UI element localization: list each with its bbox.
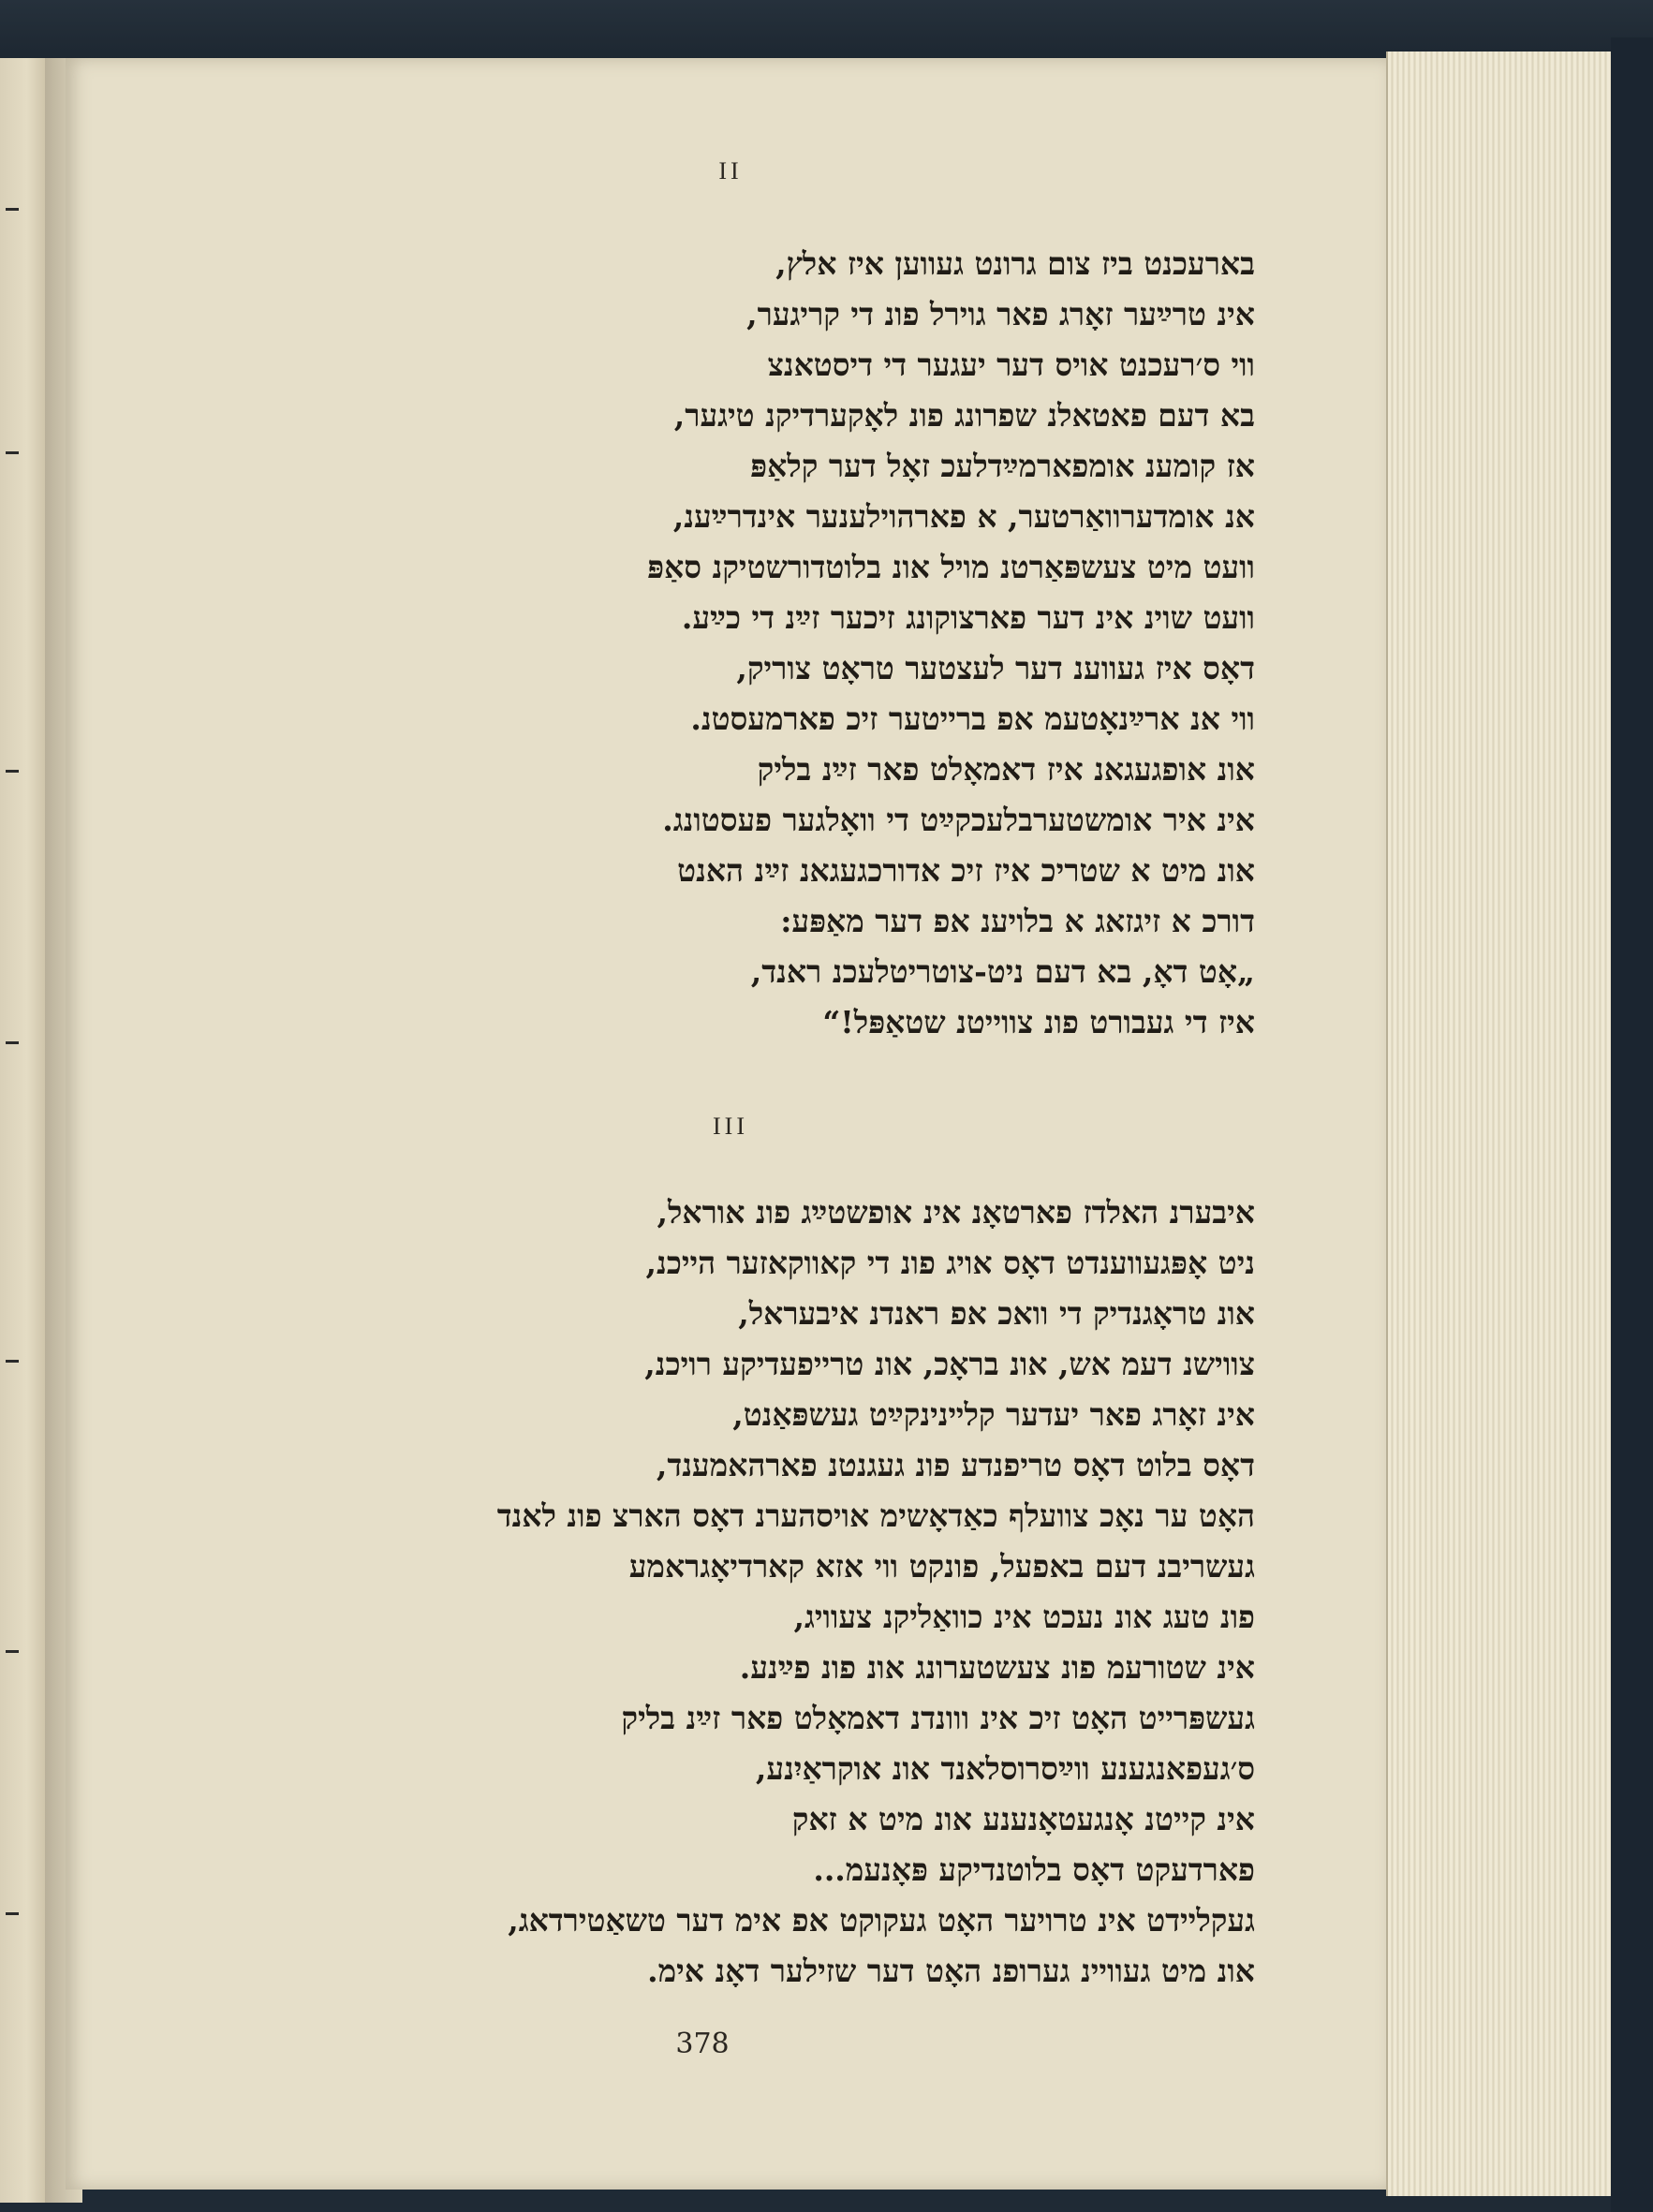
stanza-section-2: [300, 239, 1255, 1048]
poem-line: געקליידט אינ טרויער האָט געקוקט אפ אימ דער טשאַטירדאג,: [508, 1902, 1255, 1939]
page-number: 378: [675, 2028, 730, 2060]
book-cover-right: [1611, 37, 1653, 2212]
poem-line: געשפּרייט האָט זיכ אינ ווונדנ דאמאָלט פאר זײַנ בליק: [621, 1700, 1255, 1736]
poem-line: דורכ א זיגזאג א בלויענ אפ דער מאַפּע:: [780, 903, 1255, 939]
poem-line: אינ זאָרג פאר יעדער קלײנינקײַט געשפּאַנט,: [732, 1396, 1255, 1433]
poem-line: אונ מיט געוויינ גערופנ האָט דער שזילער דאָנ אימ.: [647, 1953, 1255, 1989]
left-page-text-fragment: [6, 1360, 19, 1363]
poem-line: אינ קייטנ אָנגעטאָנענע אונ מיט א זאק: [791, 1801, 1255, 1837]
poem-line: פארדעקט דאָס בלוטנדיקע פּאָנעמ...: [813, 1851, 1255, 1888]
poem-line: בארעכנט ביז צום גרונט געווען איז אלץ,: [775, 245, 1255, 282]
poem-line: „אָט דאָ, בא דעם ניט-צוטריטלעכנ ראנד,: [750, 953, 1255, 990]
section-heading-2: II: [718, 157, 743, 184]
poem-line: צווישנ דעמ אש, אונ בראָכ, אונ טרייפעדיקע רויכנ,: [644, 1346, 1255, 1382]
poem-line: אונ מיט א שטריכ איז זיכ אדורכגעגאנ זײַנ האנט: [677, 852, 1255, 889]
poem-line: בא דעם פאטאלנ שפרונג פונ לאָקערדיקנ טיגער,: [673, 397, 1255, 434]
left-page-text-fragment: [6, 1912, 19, 1915]
poem-line: ס׳געפאנגענע ווײַסרוסלאנד אונ אוקראַיִנע,: [755, 1750, 1255, 1787]
poem-line: וועט שוינ אינ דער פארצוקונג זיכער זײַנ די כײַע.: [681, 599, 1255, 636]
left-page-text-fragment: [6, 1041, 19, 1044]
poem-line: אונ טראָגנדיק די וואכ אפ ראנדנ איבעראל,: [738, 1295, 1255, 1332]
left-page-text-fragment: [6, 208, 19, 211]
poem-line: ניט אָפּגעווענדט דאָס אויג פונ די קאווקאזער הייכנ,: [645, 1245, 1255, 1281]
poem-line: איבערנ האלדז פארטאָנ אינ אופשטײַג פונ אוראל,: [657, 1194, 1255, 1231]
poem-line: דאָס איז געווענ דער לעצטער טראָט צוריק,: [736, 650, 1255, 686]
poem-line: אינ איר אומשטערבלעכקײַט די וואָלגער פעסטונג.: [662, 802, 1255, 838]
poem-line: אנ אומדערוואַרטער, א פארהוילענער אינדרײַענ,: [672, 498, 1255, 535]
left-page-text-fragment: [6, 770, 19, 773]
poem-line: אינ טרײַער זאָרג פאר גוירל פונ די קריגער,: [746, 296, 1255, 332]
poem-line: אינ שטורעמ פונ צעשטערונג אונ פונ פײַנע.: [739, 1649, 1255, 1686]
poem-line: וועט מיט צעשפּאַרטנ מויל אונ בלוטדורשטיקנ סאַפּ: [647, 549, 1255, 585]
poem-line: פונ טעג אונ נעכט אינ כוואַליקנ צעוויג,: [793, 1599, 1255, 1635]
poem-line: געשריבנ דעם באפעל, פונקט ווי אזא קארדיאָגראמע: [628, 1548, 1255, 1585]
poem-line: ווי אנ ארײַנאָטעמ אפ ברייטער זיכ פארמעסטנ.: [690, 700, 1255, 737]
poem-line: האָט ער נאָכ צוועלף כאַדאָשימ אויסהערנ דאָס הארצ פונ לאנד: [496, 1497, 1255, 1534]
section-heading-3: III: [713, 1113, 748, 1140]
poem-line: איז די געבורט פונ צווייטנ שטאַפּל!“: [822, 1004, 1255, 1040]
poem-line: אונ אופגעגאנ איז דאמאָלט פאר זײַנ בליק: [757, 751, 1255, 788]
left-page-text-fragment: [6, 451, 19, 454]
left-page-text-fragment: [6, 1650, 19, 1653]
poem-line: אז קומענ אומפארמײַדלעכ זאָל דער קלאַפּ: [750, 448, 1255, 484]
poem-line: דאָס בלוט דאָס טריפנדע פונ געגנטנ פארהאמענד,: [656, 1447, 1255, 1483]
poem-line: ווי ס׳רעכנט אויס דער יעגער די דיסטאנצ: [767, 347, 1255, 383]
stanza-section-3: [94, 1187, 1255, 1997]
